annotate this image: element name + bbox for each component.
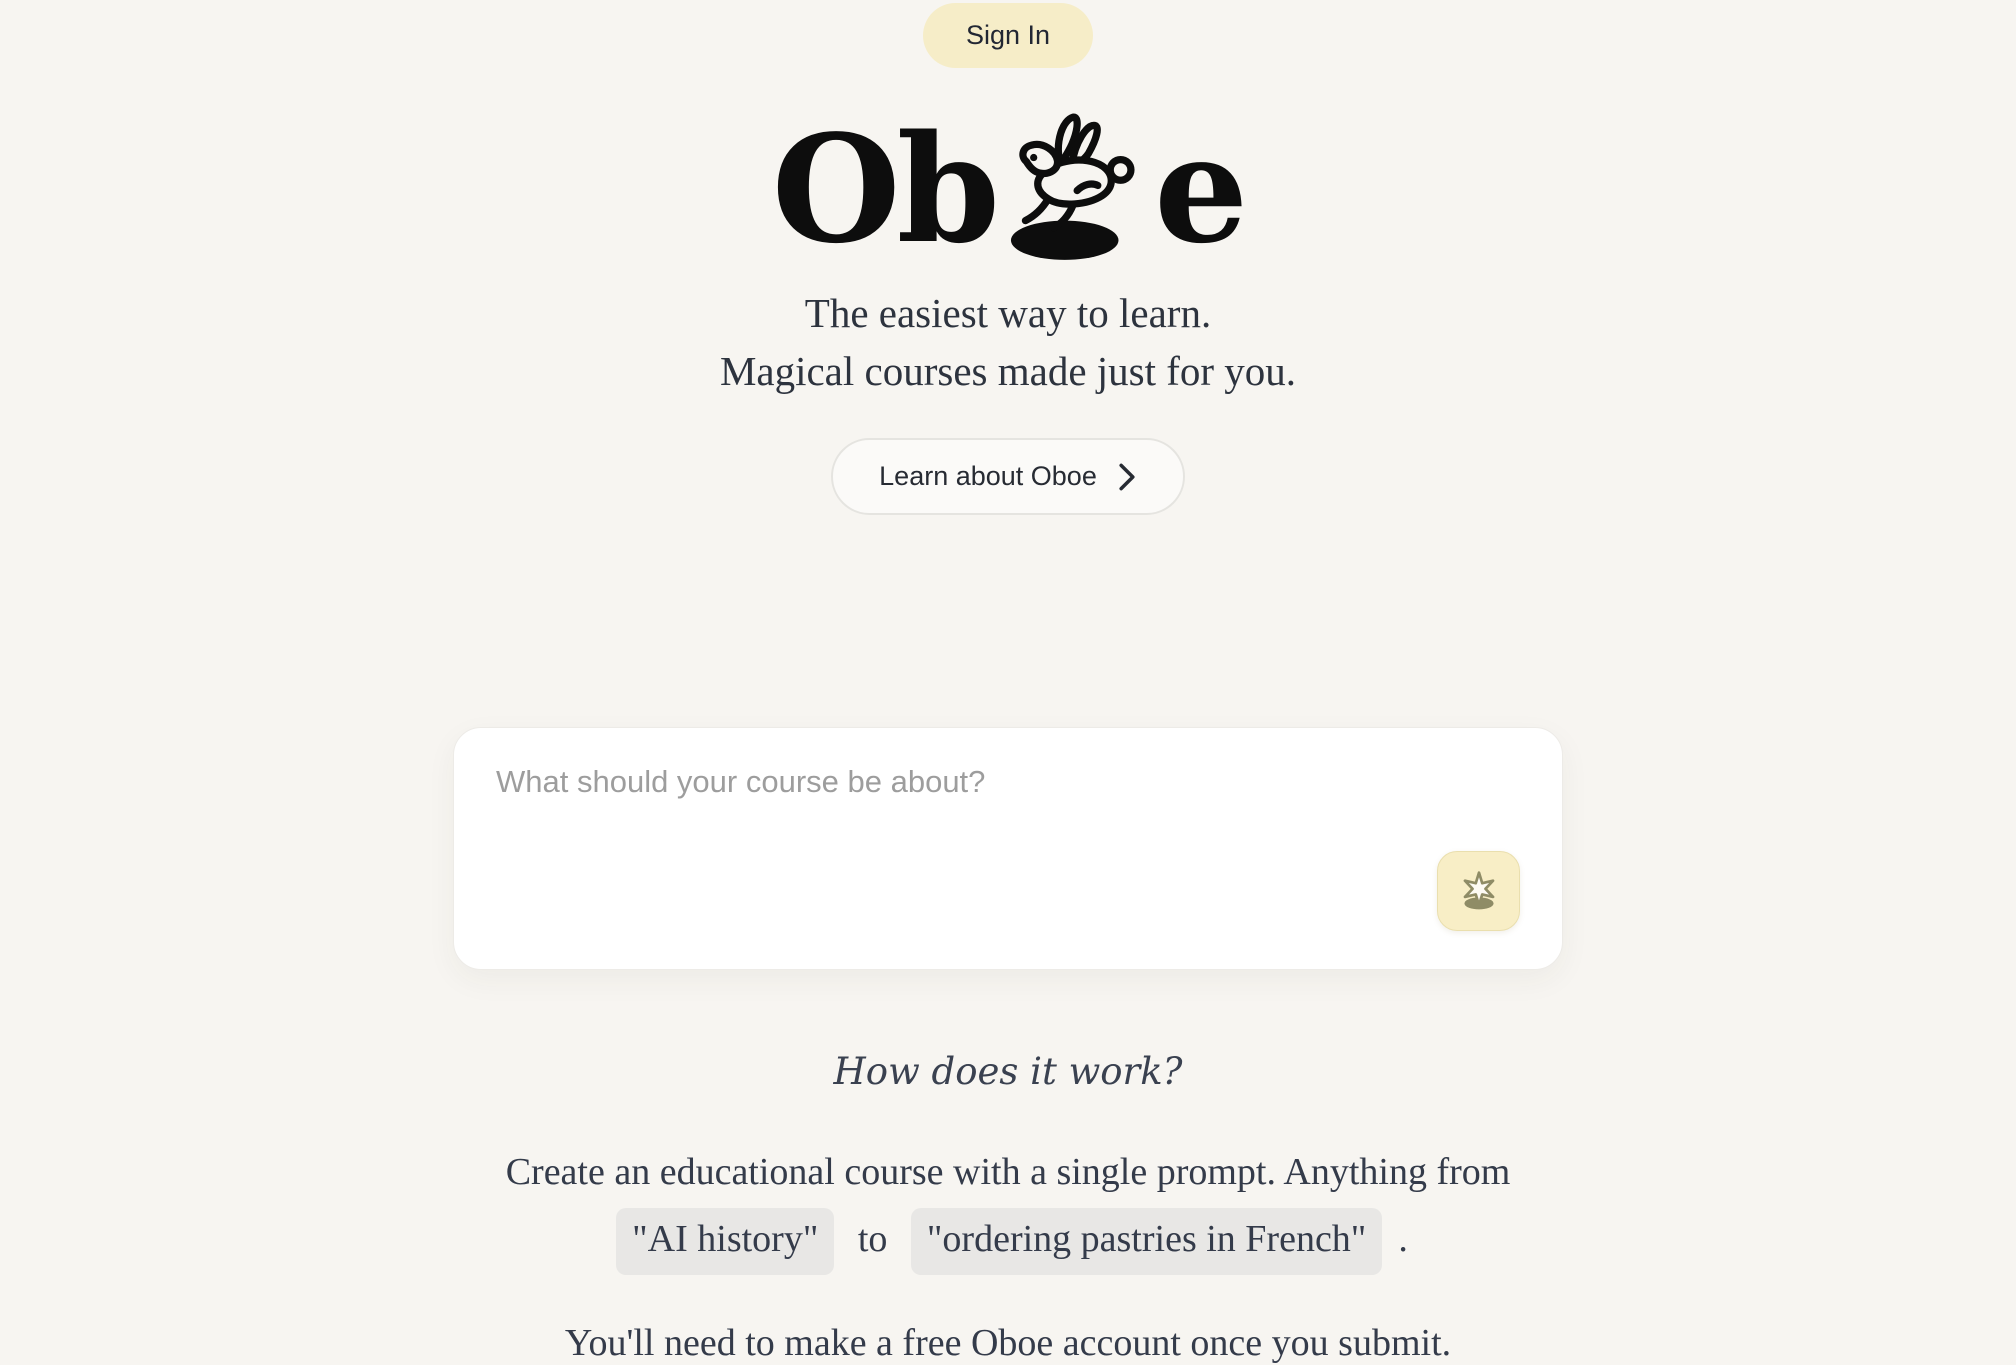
sparkle-over-hole-icon	[1451, 864, 1507, 918]
tagline	[0, 284, 2016, 400]
sign-in-button[interactable]: Sign In	[923, 3, 1093, 68]
chevron-right-icon	[1117, 463, 1137, 491]
course-prompt-card	[453, 727, 1563, 970]
learn-about-oboe-button[interactable]	[831, 438, 1185, 515]
description-connector: to	[857, 1218, 888, 1261]
create-course-button[interactable]	[1437, 851, 1520, 931]
tagline-line-1: The easiest way to learn.	[804, 290, 1212, 336]
how-it-works-description	[408, 1143, 1608, 1275]
logo-text-e: e	[1154, 102, 1245, 277]
learn-row	[0, 438, 2016, 515]
how-it-works-heading: How does it work?	[833, 1050, 1183, 1094]
course-prompt-input[interactable]	[454, 728, 1562, 878]
logo-text-ob: Ob	[771, 102, 997, 277]
rabbit-over-hole-icon	[998, 112, 1148, 262]
tagline-line-2: Magical courses made just for you.	[719, 348, 1297, 395]
example-chip-ai-history: "AI history"	[616, 1208, 834, 1275]
learn-about-oboe-label: Learn about Oboe	[879, 461, 1097, 492]
oboe-logo	[0, 102, 2016, 277]
example-chip-pastries-french: "ordering pastries in French"	[911, 1208, 1382, 1275]
description-period: .	[1398, 1218, 1408, 1261]
top-bar	[0, 0, 2016, 68]
account-note: You'll need to make a free Oboe account once you submit.	[564, 1322, 1452, 1365]
description-line-1: Create an educational course with a single prompt. Anything from	[505, 1151, 1511, 1194]
